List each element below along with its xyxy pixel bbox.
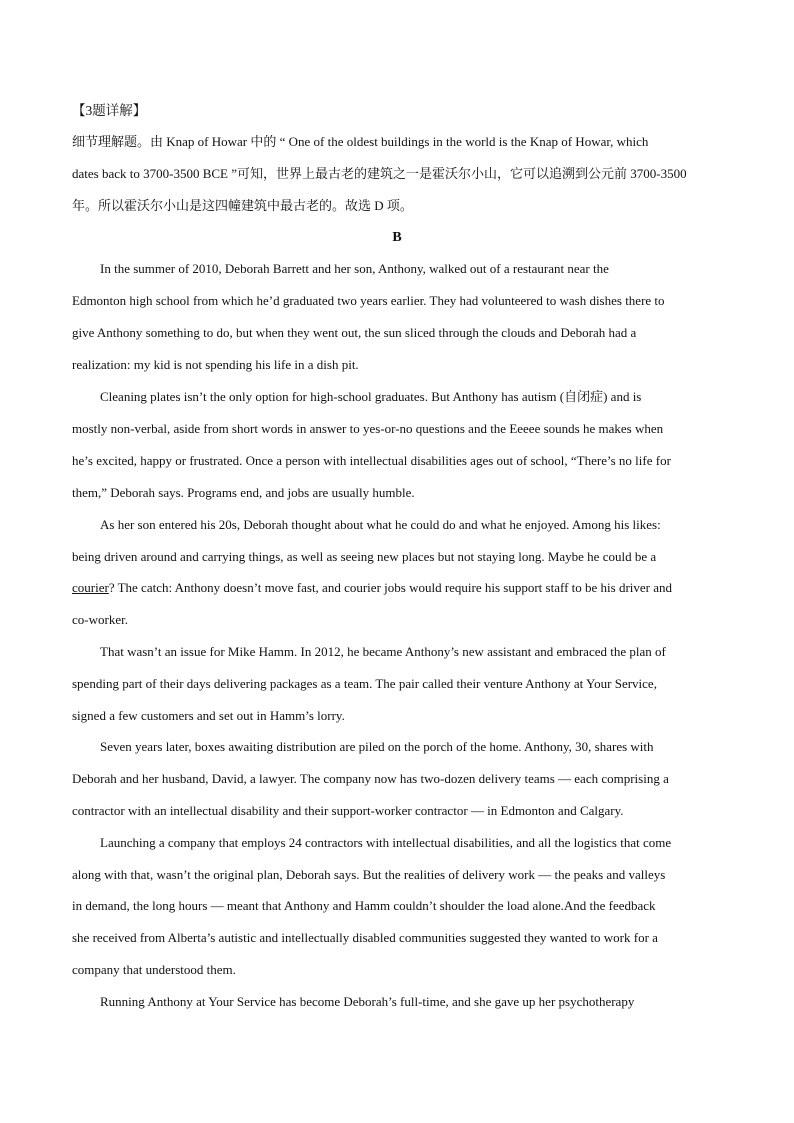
paragraph-line [72, 580, 732, 596]
paragraph-line: mostly non-verbal, aside from short words in answer to yes-or-no questions and the Eeeee sounds he makes when [72, 421, 664, 436]
paragraph-line: signed a few customers and set out in Hamm’s lorry. [72, 708, 345, 723]
paragraph-line: being driven around and carrying things, as well as seeing new places but not staying long. Maybe he could be a [72, 549, 657, 564]
paragraph-line: Launching a company that employs 24 contractors with intellectual disabilities, and all the logistics that come [100, 835, 672, 850]
paragraph-line: give Anthony something to do, but when they went out, the sun sliced through the clouds and Deborah had a [72, 325, 637, 340]
paragraph-line: he’s excited, happy or frustrated. Once a person with intellectual disabilities ages out of school, “There’s no life for [72, 453, 671, 468]
section-label: B [392, 230, 402, 245]
paragraph-line: in demand, the long hours — meant that Anthony and Hamm couldn’t shoulder the load alone.And the feedback [72, 898, 656, 913]
paragraph-line: she received from Alberta’s autistic and intellectually disabled communities suggested they wanted to work for a [72, 930, 658, 945]
paragraph-line: realization: my kid is not spending his life in a dish pit. [72, 357, 359, 372]
explanation-line: dates back to 3700-3500 BCE ”可知，世界上最古老的建筑之一是霍沃尔小山，它可以追溯到公元前 3700-3500 [72, 166, 687, 181]
paragraph-line: spending part of their days delivering packages as a team. The pair called their venture Anthony at Your Service, [72, 676, 657, 691]
paragraph-line: contractor with an intellectual disability and their support-worker contractor — in Edmonton and Calgary. [72, 803, 624, 818]
paragraph-line: That wasn’t an issue for Mike Hamm. In 2012, he became Anthony’s new assistant and embraced the plan of [100, 644, 666, 659]
paragraph-line: Seven years later, boxes awaiting distribution are piled on the porch of the home. Anthony, 30, shares with [100, 739, 654, 754]
paragraph-line: company that understood them. [72, 962, 236, 977]
courier-underlined-word: courier [72, 580, 109, 595]
paragraph-line: Deborah and her husband, David, a lawyer. The company now has two-dozen delivery teams — each comprising a [72, 771, 669, 786]
paragraph-line: along with that, wasn’t the original plan, Deborah says. But the realities of delivery work — the peaks and valleys [72, 867, 666, 882]
paragraph-line: Running Anthony at Your Service has become Deborah’s full-time, and she gave up her psychotherapy [100, 994, 635, 1009]
paragraph-line: Edmonton high school from which he’d graduated two years earlier. They had volunteered to wash dishes there to [72, 293, 665, 308]
explanation-line: 细节理解题。由 Knap of Howar 中的 “ One of the oldest buildings in the world is the Knap of Howar, which [72, 134, 649, 149]
paragraph-line: As her son entered his 20s, Deborah thought about what he could do and what he enjoyed. Among his likes: [100, 517, 661, 532]
paragraph-line: Cleaning plates isn’t the only option for high-school graduates. But Anthony has autism (自闭症) and is [100, 389, 642, 404]
paragraph-line: co-worker. [72, 612, 128, 627]
paragraph-line-rest: ? The catch: Anthony doesn’t move fast, and courier jobs would require his support staff to be his driver and [108, 580, 673, 595]
question-3-heading: 【3题详解】 [72, 103, 147, 118]
explanation-line: 年。所以霍沃尔小山是这四幢建筑中最古老的。故选 D 项。 [72, 198, 413, 213]
paragraph-line: them,” Deborah says. Programs end, and jobs are usually humble. [72, 485, 415, 500]
paragraph-line: In the summer of 2010, Deborah Barrett and her son, Anthony, walked out of a restaurant near the [100, 261, 609, 276]
